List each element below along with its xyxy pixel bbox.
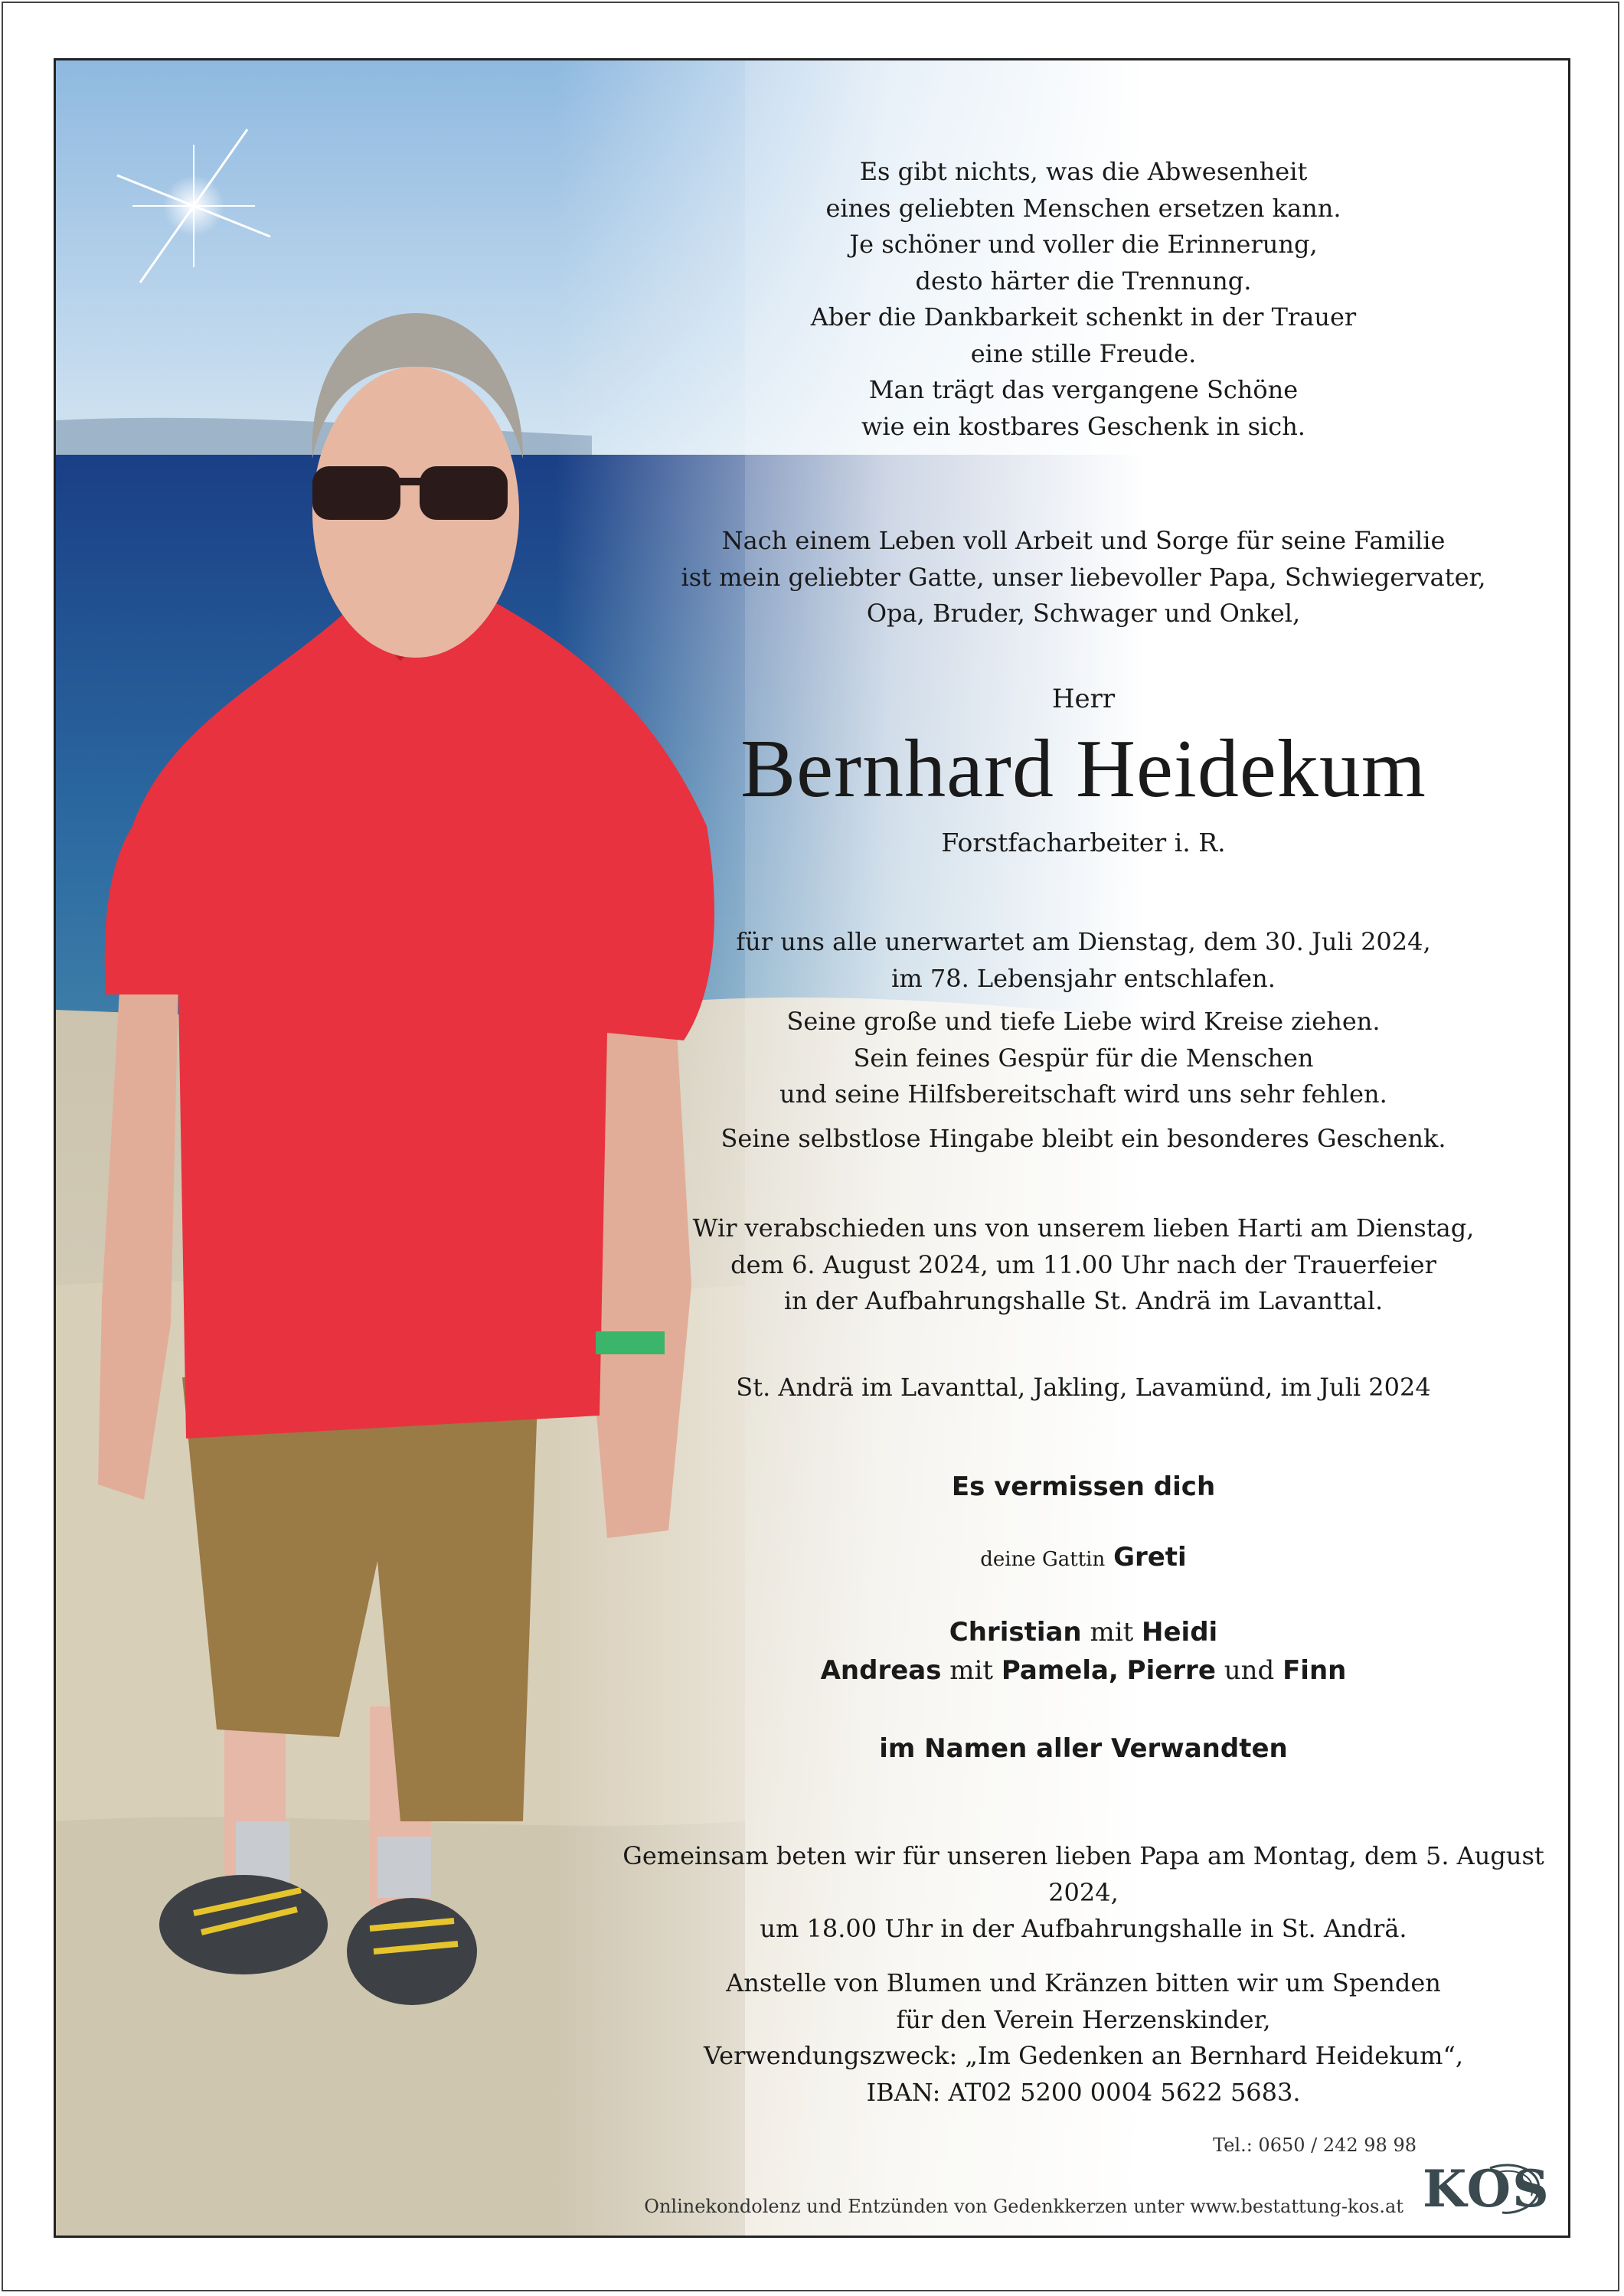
spouse-line: deine Gattin Greti [980, 1542, 1187, 1573]
footer [644, 2133, 1550, 2219]
farewell: Wir verabschieden uns von unserem lieben Harti am Dienstag, dem 6. August 2024, um 11.00 Uhr nach der Trauerfeier in der Aufbahrungshalle St. Andrä im Lavanttal. [692, 1213, 1475, 1315]
intro: Nach einem Leben voll Arbeit und Sorge für seine Familie ist mein geliebter Gatte, unser liebevoller Papa, Schwiegervater, Opa, Bruder, Schwager und Onkel, [681, 526, 1486, 628]
phone-number: Tel.: 0650 / 242 98 98 [1213, 2134, 1417, 2156]
funeral-home-logo: KOS [1423, 2159, 1550, 2219]
relatives-line: im Namen aller Verwandten [879, 1733, 1288, 1764]
prayer-notice: Gemeinsam beten wir für unseren lieben Papa am Montag, dem 5. August 2024, um 18.00 Uhr in der Aufbahrungshalle in St. Andrä. [622, 1841, 1544, 1943]
family-line-2: Andreas mit Pamela, Pierre und Finn [820, 1655, 1347, 1686]
donation-notice: Anstelle von Blumen und Kränzen bitten wir um Spenden für den Verein Herzenskinder, Verwendungszweck: „Im Gedenken an Bernhard Heidekum“, IBAN: AT02 5200 0004 5622 5683. [703, 1968, 1463, 2107]
obituary-card [54, 58, 1570, 2238]
deceased-name: Bernhard Heidekum [740, 723, 1426, 815]
online-condolence-link[interactable]: Onlinekondolenz und Entzünden von Gedenkkerzen unter www.bestattung-kos.at [644, 2196, 1403, 2217]
family-line-1: Christian mit Heidi [949, 1617, 1218, 1648]
tribute: Seine große und tiefe Liebe wird Kreise ziehen. Sein feines Gespür für die Menschen und seine Hilfsbereitschaft wird uns sehr fehlen. Seine selbstlose Hingabe bleibt ein besonderes Geschenk. [721, 1007, 1446, 1153]
occupation: Forstfacharbeiter i. R. [941, 828, 1226, 857]
verse: Es gibt nichts, was die Abwesenheit eines geliebten Menschen ersetzen kann. Je schöner und voller die Erinnerung, desto härter die Trennung. Aber die Dankbarkeit schenkt in der Trauer eine stille Freude. Man trägt das vergangene Schöne wie ein kostbares Geschenk in sich. [810, 157, 1357, 441]
salutation: Herr [1051, 684, 1116, 714]
place-date: St. Andrä im Lavanttal, Jakling, Lavamünd, im Juli 2024 [736, 1373, 1431, 1402]
mourners-heading: Es vermissen dich [951, 1471, 1216, 1502]
death-notice: für uns alle unerwartet am Dienstag, dem 30. Juli 2024, im 78. Lebensjahr entschlafen. [736, 927, 1431, 993]
